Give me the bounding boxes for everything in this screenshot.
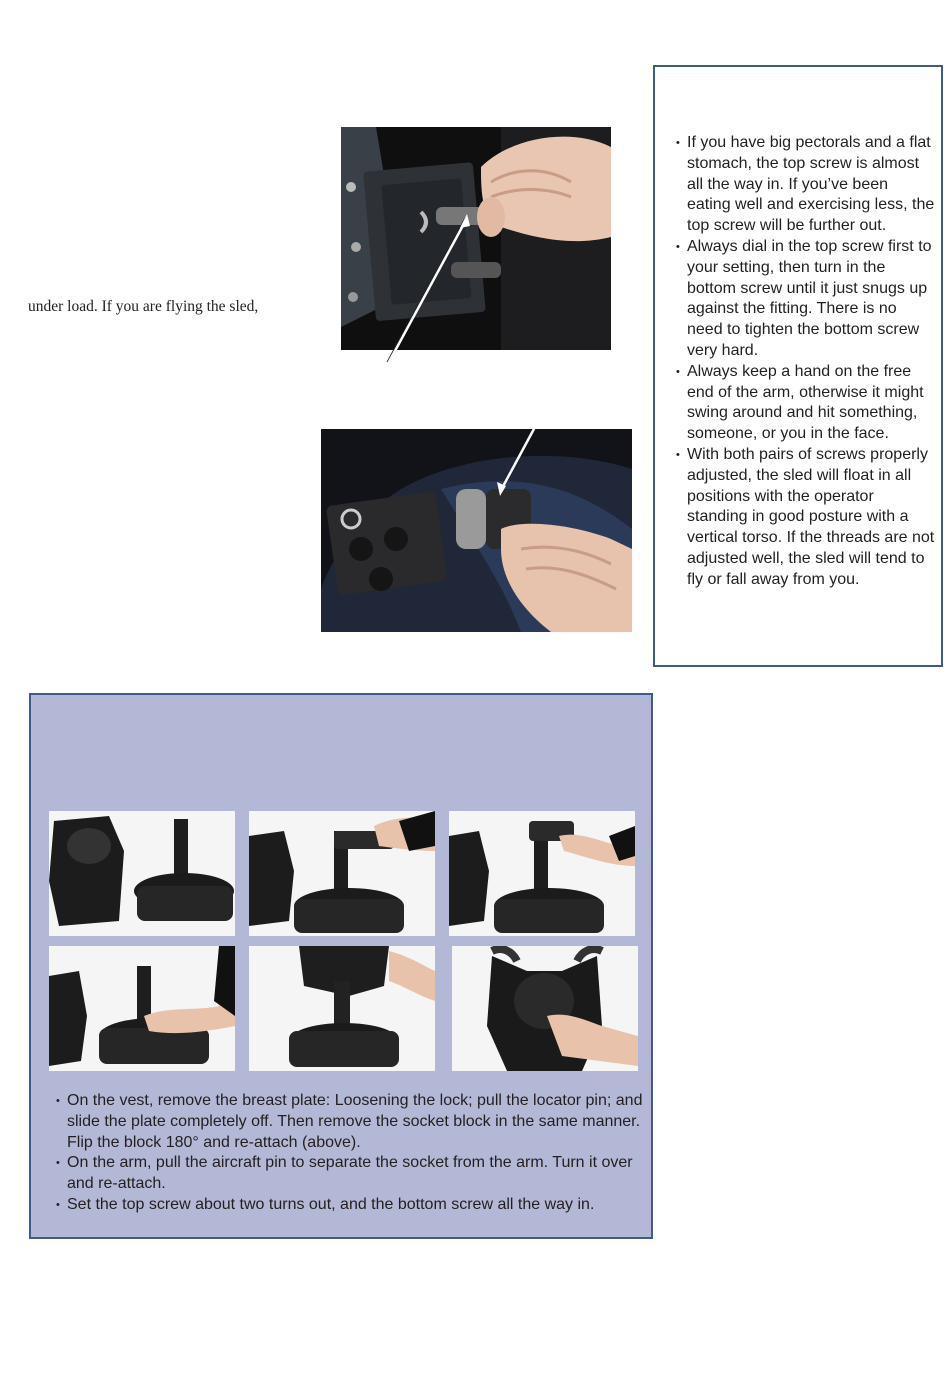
step-photo-5 [249,946,435,1071]
flip-instructions-list [53,1091,643,1216]
tip-item: • If you have big pectorals and a flat stomach, the top screw is almost all the way in. If you’ve been eating well and exercising less, the top screw will be further out. [673,133,935,237]
tips-list [673,133,935,591]
tip-item: • With both pairs of screws properly adjusted, the sled will float in all positions with the operator standing in good posture with a vertical torso. If the threads are not adjusted well, the sled will tend to fly or fall away from you. [673,445,935,591]
bottom-screw-adjustment-photo [321,429,632,632]
step-photo-3 [449,811,635,936]
flip-instruction-item: • On the vest, remove the breast plate: Loosening the lock; pull the locator pin; and slide the plate completely off. Then remove the socket block in the same manner. Flip the block 180° and re-attach (above). [53,1091,643,1153]
flip-instruction-item: • Set the top screw about two turns out, and the bottom screw all the way in. [53,1195,643,1216]
tips-sidebar-box [653,65,943,667]
flip-instruction-item: • On the arm, pull the aircraft pin to separate the socket from the arm. Turn it over and re-attach. [53,1153,643,1195]
tip-item: • Always keep a hand on the free end of the arm, otherwise it might swing around and hit something, someone, or you in the face. [673,362,935,445]
flip-socket-block-box [29,693,653,1239]
step-photo-2 [249,811,435,936]
tip-item: • Always dial in the top screw first to your setting, then turn in the bottom screw until it just snugs up against the fitting. There is no need to tighten the bottom screw very hard. [673,237,935,362]
step-photo-6 [452,946,638,1071]
top-screw-adjustment-photo [341,127,611,350]
step-photo-1 [49,811,235,936]
body-text-fragment: under load. If you are flying the sled, [28,298,259,315]
step-photo-4 [49,946,235,1071]
